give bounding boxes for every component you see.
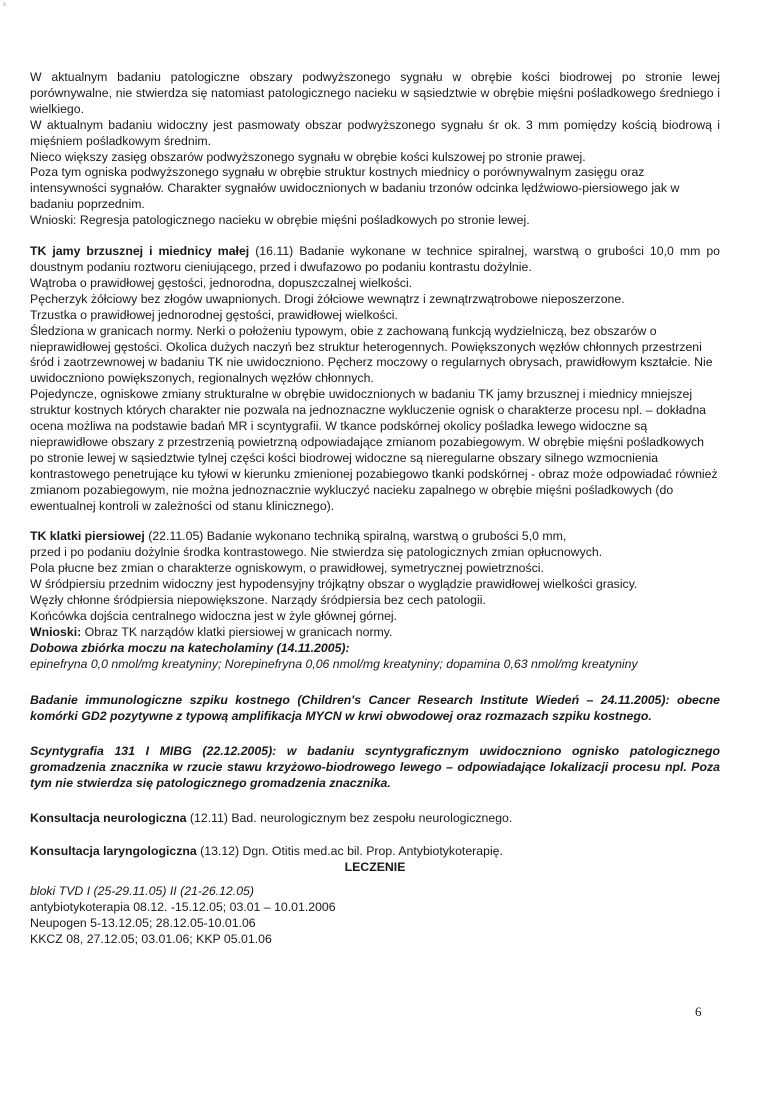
mri-section xyxy=(30,70,720,229)
tk-abdomen-line-3: Trzustka o prawidłowej jednorodnej gęstości, prawidłowej wielkości. xyxy=(30,307,398,322)
tk-chest-heading: TK klatki piersiowej xyxy=(30,529,145,544)
neuro-consult xyxy=(30,811,720,827)
tk-chest-section xyxy=(30,529,720,672)
laryngo-consult xyxy=(30,844,720,860)
treatment-line-3: KKCZ 08, 27.12.05; 03.01.06; KKP 05.01.06 xyxy=(30,931,272,946)
treatment-blocks: bloki TVD I (25-29.11.05) II (21-26.12.05) xyxy=(30,883,254,898)
treatment-line-1: antybiotykoterapia 08.12. -15.12.05; 03.01 – 10.01.2006 xyxy=(30,899,336,914)
tk-abdomen-date: (16.11) xyxy=(249,244,294,259)
tk-abdomen-section xyxy=(30,244,720,514)
tk-chest-line-4: Węzły chłonne śródpiersia niepowiększone. Narządy śródpiersia bez cech patologii. xyxy=(30,593,486,608)
laryngo-consult-label: Konsultacja laryngologiczna xyxy=(30,844,197,859)
neuro-consult-label: Konsultacja neurologiczna xyxy=(30,811,187,826)
mri-conclusion: Wnioski: Regresja patologicznego nacieku w obrębie mięśni pośladkowych po stronie lewej. xyxy=(30,213,530,228)
scintigraphy-paragraph: Scyntygrafia 131 I MIBG (22.12.2005): w badaniu scyntygraficznym uwidoczniono ognisko patologicznego gromadzenia znacznika w rzucie stawu krzyżowo-biodrowego lewego – odpowiadające lokalizacji procesu npl. Poza tym nie stwierdza się patologicznego gromadzenia znacznika. xyxy=(30,744,720,791)
tk-chest-intro-text: Badanie wykonano techniką spiralną, warstwą o grubości 5,0 mm, xyxy=(203,529,567,544)
tk-chest-conclusion-text: Obraz TK narządów klatki piersiowej w granicach normy. xyxy=(81,624,393,639)
tk-abdomen-heading: TK jamy brzusznej i miednicy małej xyxy=(30,244,250,259)
mri-line-2: W aktualnym badaniu widoczny jest pasmowaty obszar podwyższonego sygnału śr ok. 3 mm pomiędzy kością biodrową i mięśniem pośladkowym średnim. xyxy=(30,117,720,148)
tk-abdomen-line-2: Pęcherzyk żółciowy bez złogów uwapnionych. Drogi żółciowe wewnątrz i zewnątrzwątrobowe nieposzerzone. xyxy=(30,291,625,306)
immunology-paragraph: Badanie immunologiczne szpiku kostnego (Children's Cancer Research Institute Wiedeń – 24.11.2005): obecne komórki GD2 pozytywne z typową amplifikacja MYCN w krwi obwodowej oraz rozmazach szpiku kostnego. xyxy=(30,692,720,723)
laryngo-consult-text: (13.12) Dgn. Otitis med.ac bil. Prop. Antybiotykoterapię. xyxy=(196,844,503,859)
tk-chest-intro xyxy=(30,529,720,545)
tk-abdomen-intro xyxy=(30,244,720,276)
urine-values: epinefryna 0,0 nmol/mg kreatyniny; Norepinefryna 0,06 nmol/mg kreatyniny; dopamina 0,63 nmol/mg kreatyniny xyxy=(30,656,638,671)
tk-chest-line-3: W śródpiersiu przednim widoczny jest hypodensyjny trójkątny obszar o wyglądzie prawidłowej wielkości grasicy. xyxy=(30,577,638,592)
tk-chest-line-5: Końcówka dojścia centralnego widoczna jest w żyle głównej górnej. xyxy=(30,609,398,623)
tk-abdomen-line-1: Wątroba o prawidłowej gęstości, jednorodna, dopuszczalnej wielkości. xyxy=(30,275,413,290)
tk-abdomen-line-5: Pojedyncze, ogniskowe zmiany strukturalne w obrębie uwidocznionych w badaniu TK jamy brzusznej i miednicy mniejszej struktur kostnych których charakter nie pozwala na jednoznaczne wykluczenie ognisk o charakterze procesu npl. – dokładna ocena możliwa na podstawie badań MR i scyntygrafii. W tkance podskórnej okolicy pośladka lewego widoczne są nieprawidłowe obszary z przestrzenią powietrzną odpowiadające zmianom pozabiegowym. W obrębie mięśni pośladkowych po stronie lewej w sąsiedztwie tylnej części kości biodrowej widoczne są nieregularne obszary silnego wzmocnienia kontrastowego penetrujące ku tyłowi w kierunku zmienionej pozabiegowo tkanki podskórnej - obraz może odpowiadać również zmianom pozabiegowym, nie można jednoznacznie wykluczyć nacieku zapalnego w obrębie mięśni pośladkowych (do ewentualnej kontroli w zależności od stanu klinicznego). xyxy=(30,387,718,513)
corner-scan-mark: s xyxy=(3,2,6,8)
mri-line-3: Nieco większy zasięg obszarów podwyższonego sygnału w obrębie kości kulszowej po stronie prawej. xyxy=(30,149,586,164)
tk-chest-date: (22.11.05) xyxy=(144,529,204,544)
tk-chest-conclusion-label: Wnioski: xyxy=(30,624,82,639)
tk-chest-line-1: przed i po podaniu dożylnie środka kontrastowego. Nie stwierdza się patologicznych zmian opłucnowych. xyxy=(30,545,603,560)
urine-heading: Dobowa zbiórka moczu na katecholaminy (14.11.2005): xyxy=(30,640,350,655)
document-page xyxy=(30,70,720,948)
treatment-heading: LECZENIE xyxy=(344,859,406,874)
treatment-line-2: Neupogen 5-13.12.05; 28.12.05-10.01.06 xyxy=(30,915,256,930)
tk-chest-line-2: Pola płucne bez zmian o charakterze ogniskowym, o prawidłowej, symetrycznej powietrzności. xyxy=(30,561,544,576)
tk-chest-conclusion xyxy=(30,625,720,641)
tk-abdomen-intro-text: Badanie wykonane w technice spiralnej, warstwą o grubości 10,0 mm po doustnym podaniu roztworu cieniującego, przed i dwufazowo po podaniu kontrastu dożylnie. xyxy=(30,244,720,274)
page-number: 6 xyxy=(695,1004,702,1019)
neuro-consult-text: (12.11) Bad. neurologicznym bez zespołu neurologicznego. xyxy=(186,811,513,826)
mri-line-4: Poza tym ogniska podwyższonego sygnału w obrębie struktur kostnych miednicy o porównywalnym zasięgu oraz intensywności sygnałów. Charakter sygnałów uwidocznionych w badaniu trzonów odcinka lędźwiowo-piersiowego jak w badaniu poprzednim. xyxy=(30,165,680,212)
tk-abdomen-line-4: Śledziona w granicach normy. Nerki o położeniu typowym, obie z zachowaną funkcją wydzielniczą, bez obszarów o nieprawidłowej gęstości. Okolica dużych naczyń bez struktur heterogennych. Powiększonych węzłów chłonnych przestrzeni śród i zaotrzewnowej w badaniu TK nie uwidoczniono. Pęcherz moczowy o regularnych obrysach, prawidłowym kształcie. Nie uwidoczniono powiększonych, regionalnych węzłów chłonnych. xyxy=(30,323,713,386)
mri-line-1: W aktualnym badaniu patologiczne obszary podwyższonego sygnału w obrębie kości biodrowej po stronie lewej porównywalne, nie stwierdza się natomiast patologicznego nacieku w sąsiedztwie w obrębie mięśni pośladkowego średniego i wielkiego. xyxy=(30,70,720,116)
treatment-list xyxy=(30,884,720,948)
